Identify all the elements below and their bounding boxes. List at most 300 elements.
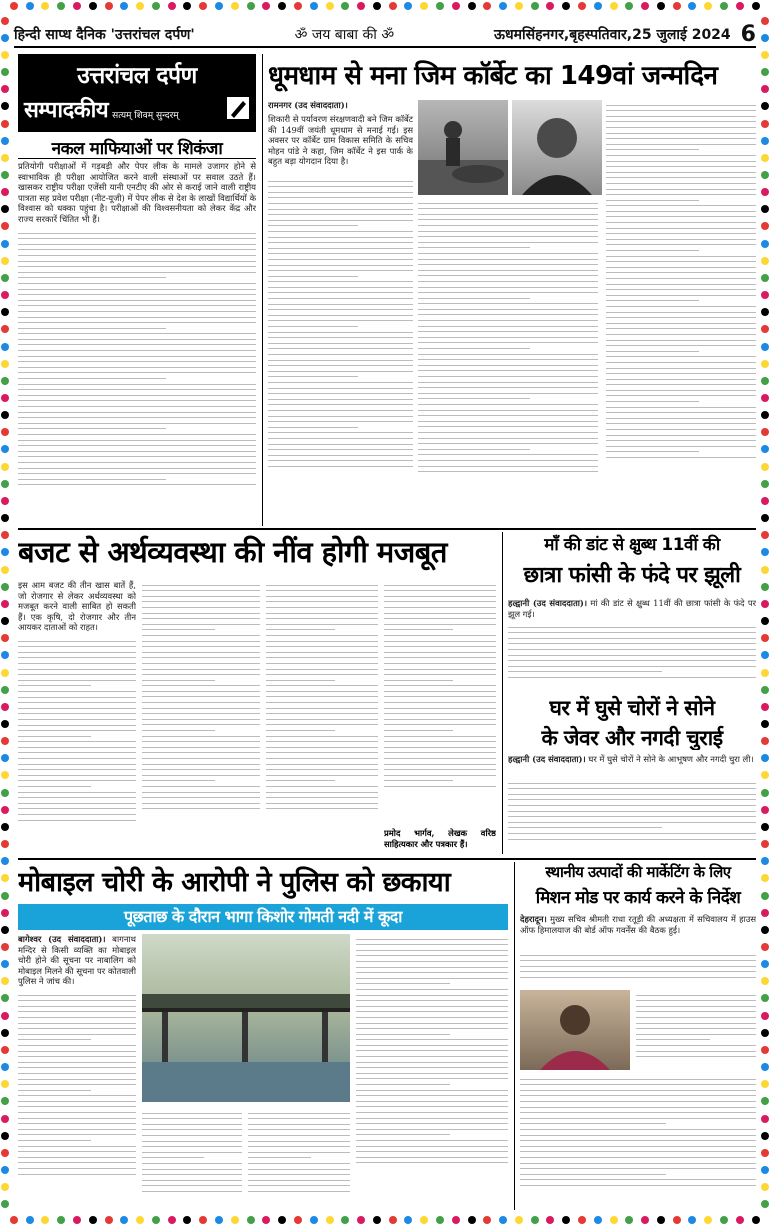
text-line — [248, 1135, 350, 1136]
text-line — [268, 360, 413, 361]
text-line — [606, 435, 756, 436]
text-line — [606, 228, 756, 229]
text-line — [606, 451, 699, 452]
registration-dot-icon — [73, 1216, 81, 1224]
text-line — [418, 398, 530, 399]
registration-dot-icon — [452, 1216, 460, 1224]
registration-dot-icon — [294, 2, 302, 10]
registration-dot-icon — [483, 2, 491, 10]
text-line — [268, 209, 413, 210]
theft-headline-1: घर में घुसे चोरों ने सोने — [549, 696, 715, 720]
text-line — [356, 1050, 508, 1051]
corbett-col2 — [418, 198, 598, 524]
text-line — [418, 387, 598, 388]
registration-dot-icon — [136, 2, 144, 10]
text-line — [18, 451, 256, 452]
registration-dot-icon — [761, 497, 769, 505]
text-line — [18, 1106, 136, 1107]
text-line — [268, 292, 413, 293]
text-line — [508, 811, 756, 812]
registration-dot-icon — [1, 789, 9, 797]
text-line — [142, 803, 260, 804]
text-line — [636, 1051, 756, 1052]
registration-dot-icon — [761, 154, 769, 162]
text-line — [356, 939, 508, 940]
registration-dot-icon — [1, 102, 9, 110]
text-line — [418, 303, 598, 304]
text-line — [142, 601, 260, 602]
text-line — [18, 1034, 136, 1035]
registration-dot-icon — [247, 2, 255, 10]
registration-dot-icon — [736, 2, 744, 10]
text-line — [18, 1146, 136, 1147]
registration-dot-icon — [704, 2, 712, 10]
text-line — [142, 585, 260, 586]
registration-dot-icon — [1, 583, 9, 591]
corbett-headline-box — [268, 56, 754, 96]
registration-dot-icon — [1, 137, 9, 145]
text-line — [248, 1169, 350, 1170]
text-line — [248, 1118, 350, 1119]
text-line — [606, 155, 756, 156]
text-line — [18, 646, 136, 647]
text-line — [384, 607, 496, 608]
mobile-subhead-box — [18, 904, 508, 930]
registration-dot-icon — [761, 102, 769, 110]
text-line — [268, 438, 413, 439]
text-line — [356, 983, 450, 984]
text-line — [384, 590, 496, 591]
text-line — [18, 702, 136, 703]
registration-dot-icon — [761, 789, 769, 797]
text-line — [18, 820, 136, 821]
registration-dot-icon — [1, 874, 9, 882]
text-line — [520, 1163, 756, 1164]
registration-dot-icon — [1, 840, 9, 848]
text-line — [18, 669, 136, 670]
mobile-col1 — [18, 990, 136, 1208]
budget-headline: बजट से अर्थव्यवस्था की नींव होगी मजबूत — [18, 535, 447, 569]
text-line — [268, 309, 413, 310]
text-line — [266, 652, 378, 653]
text-line — [384, 635, 496, 636]
registration-dot-icon — [310, 1216, 318, 1224]
text-line — [606, 239, 756, 240]
registration-dot-icon — [357, 1216, 365, 1224]
text-line — [606, 401, 699, 402]
text-line — [268, 354, 413, 355]
registration-dot-icon — [1, 566, 9, 574]
registration-dot-icon — [1, 1046, 9, 1054]
text-line — [418, 331, 598, 332]
text-line — [606, 362, 756, 363]
text-line — [268, 237, 413, 238]
motto: सत्यम् शिवम् सुन्दरम् — [112, 111, 179, 121]
text-line — [142, 1129, 242, 1130]
registration-dot-icon — [761, 737, 769, 745]
text-line — [266, 613, 378, 614]
registration-dot-icon — [761, 806, 769, 814]
text-line — [18, 300, 256, 301]
text-line — [142, 590, 260, 591]
products-body — [520, 914, 756, 948]
text-line — [418, 292, 598, 293]
corbett-dateline: रामनगर (उद संवाददाता)। — [268, 100, 348, 110]
text-line — [142, 624, 260, 625]
text-line — [606, 256, 756, 257]
registration-dot-icon — [720, 1216, 728, 1224]
text-line — [606, 429, 756, 430]
text-line — [508, 833, 756, 834]
registration-dot-icon — [389, 1216, 397, 1224]
text-line — [18, 1028, 136, 1029]
registration-dot-icon — [168, 2, 176, 10]
text-line — [142, 652, 260, 653]
text-line — [268, 253, 413, 254]
text-line — [268, 214, 413, 215]
text-line — [142, 635, 260, 636]
text-line — [520, 1118, 756, 1119]
registration-dot-icon — [752, 1216, 760, 1224]
text-line — [268, 388, 413, 389]
text-line — [18, 289, 256, 290]
registration-dot-icon — [1, 68, 9, 76]
registration-dot-icon — [1, 394, 9, 402]
text-line — [356, 1151, 508, 1152]
text-line — [142, 747, 260, 748]
registration-dot-icon — [594, 2, 602, 10]
mobile-col4 — [356, 934, 508, 1208]
text-line — [142, 713, 260, 714]
text-line — [356, 1006, 508, 1007]
text-line — [418, 443, 598, 444]
text-line — [606, 457, 756, 458]
text-line — [18, 417, 256, 418]
text-line — [142, 618, 260, 619]
right-color-border — [760, 12, 770, 1214]
registration-dot-icon — [761, 360, 769, 368]
text-line — [418, 449, 530, 450]
registration-dot-icon — [546, 1216, 554, 1224]
registration-dot-icon — [761, 68, 769, 76]
registration-dot-icon — [1, 600, 9, 608]
registration-dot-icon — [1, 411, 9, 419]
text-line — [356, 1011, 508, 1012]
text-line — [248, 1180, 350, 1181]
budget-body: इस आम बजट की तीन खास बातें हैं, जो रोजगार से लेकर अर्थव्यवस्था को मजबूत करने वाली साबित हो सकती हैं। एक कृषि, दो रोजगार और तीन आयकर दाताओं को राहत। — [18, 580, 136, 633]
registration-dot-icon — [761, 1080, 769, 1088]
text-line — [268, 270, 413, 271]
text-line — [248, 1146, 350, 1147]
suicide-body-text: मां की डांट से क्षुब्ध 11वीं की छात्रा फांसी के फंदे पर झूल गई। — [508, 598, 756, 619]
registration-dot-icon — [326, 1216, 334, 1224]
text-line — [248, 1185, 350, 1186]
text-line — [18, 736, 91, 737]
theft-dateline: हल्द्वानी (उद संवाददाता)। — [508, 754, 586, 764]
registration-dot-icon — [761, 1132, 769, 1140]
text-line — [418, 466, 598, 467]
registration-dot-icon — [761, 686, 769, 694]
text-line — [606, 446, 756, 447]
text-line — [268, 287, 413, 288]
registration-dot-icon — [761, 1200, 769, 1208]
text-line — [18, 445, 256, 446]
text-line — [520, 977, 756, 978]
text-line — [142, 808, 260, 809]
registration-dot-icon — [499, 2, 507, 10]
text-line — [268, 393, 413, 394]
text-line — [142, 724, 260, 725]
registration-dot-icon — [761, 480, 769, 488]
text-line — [418, 309, 598, 310]
text-line — [142, 669, 260, 670]
text-line — [18, 1090, 91, 1091]
text-line — [356, 961, 508, 962]
registration-dot-icon — [1, 1080, 9, 1088]
text-line — [142, 1174, 242, 1175]
text-line — [520, 1112, 756, 1113]
registration-dot-icon — [120, 2, 128, 10]
registration-dot-icon — [761, 1029, 769, 1037]
text-line — [508, 649, 756, 650]
text-line — [520, 960, 756, 961]
registration-dot-icon — [761, 1183, 769, 1191]
registration-dot-icon — [761, 291, 769, 299]
text-line — [356, 995, 508, 996]
text-line — [418, 214, 598, 215]
registration-dot-icon — [531, 1216, 539, 1224]
registration-dot-icon — [761, 531, 769, 539]
text-line — [606, 379, 756, 380]
text-line — [356, 1028, 508, 1029]
registration-dot-icon — [1, 857, 9, 865]
text-line — [18, 1045, 136, 1046]
text-line — [418, 460, 598, 461]
text-line — [508, 655, 756, 656]
text-line — [18, 428, 166, 429]
text-line — [356, 1129, 508, 1130]
text-line — [266, 696, 378, 697]
text-line — [268, 337, 413, 338]
registration-dot-icon — [1, 531, 9, 539]
text-line — [18, 406, 256, 407]
registration-dot-icon — [420, 2, 428, 10]
text-line — [18, 440, 256, 441]
text-line — [508, 660, 756, 661]
registration-dot-icon — [168, 1216, 176, 1224]
text-line — [268, 320, 413, 321]
text-line — [384, 652, 496, 653]
text-line — [356, 1162, 508, 1163]
text-line — [18, 674, 136, 675]
text-line — [142, 663, 260, 664]
registration-dot-icon — [1, 1115, 9, 1123]
text-line — [508, 643, 756, 644]
text-line — [268, 466, 413, 467]
registration-dot-icon — [761, 514, 769, 522]
text-line — [18, 1162, 136, 1163]
text-line — [384, 646, 496, 647]
text-line — [142, 741, 260, 742]
text-line — [142, 685, 260, 686]
text-line — [142, 607, 260, 608]
text-line — [18, 344, 256, 345]
text-line — [268, 192, 413, 193]
text-line — [18, 808, 136, 809]
text-line — [606, 323, 756, 324]
corbett-col3 — [606, 100, 756, 524]
text-line — [384, 713, 496, 714]
registration-dot-icon — [1, 1097, 9, 1105]
text-line — [384, 657, 496, 658]
registration-dot-icon — [641, 2, 649, 10]
text-line — [266, 803, 378, 804]
suicide-body-continued — [508, 622, 756, 686]
text-line — [356, 1039, 508, 1040]
text-line — [520, 1095, 756, 1096]
registration-dot-icon — [1, 1149, 9, 1157]
text-line — [268, 432, 413, 433]
registration-dot-icon — [483, 1216, 491, 1224]
text-line — [520, 1179, 756, 1180]
text-line — [418, 376, 598, 377]
text-line — [606, 144, 756, 145]
text-line — [266, 724, 378, 725]
registration-dot-icon — [1, 754, 9, 762]
river-bridge-photo — [142, 934, 350, 1102]
registration-dot-icon — [1, 377, 9, 385]
registration-dot-icon — [468, 1216, 476, 1224]
text-line — [18, 641, 136, 642]
text-line — [18, 1039, 91, 1040]
text-line — [18, 317, 256, 318]
text-line — [606, 261, 756, 262]
mobile-body-text: बागनाथ मन्दिर से किसी व्यक्ति का मोबाइल चोरी होने की सूचना पर नाबालिग को मोबाइल मिलने की सूचना पर कोतवाली पुलिस ने जांच की। — [18, 934, 136, 987]
text-line — [418, 287, 598, 288]
registration-dot-icon — [761, 394, 769, 402]
text-line — [266, 607, 378, 608]
text-line — [18, 456, 256, 457]
text-line — [18, 1084, 136, 1085]
registration-dot-icon — [761, 754, 769, 762]
text-line — [356, 1095, 508, 1096]
registration-dot-icon — [562, 2, 570, 10]
text-line — [356, 1045, 508, 1046]
text-line — [606, 138, 756, 139]
text-line — [356, 1157, 508, 1158]
text-line — [520, 1079, 756, 1080]
text-line — [356, 978, 508, 979]
registration-dot-icon — [761, 771, 769, 779]
corbett-col1 — [268, 176, 413, 524]
text-line — [18, 725, 136, 726]
registration-dot-icon — [1, 960, 9, 968]
text-line — [248, 1191, 350, 1192]
text-line — [268, 343, 413, 344]
text-line — [520, 1168, 756, 1169]
text-line — [18, 266, 256, 267]
text-line — [418, 438, 598, 439]
mobile-headline-box — [18, 862, 508, 902]
registration-dot-icon — [1, 257, 9, 265]
registration-dot-icon — [105, 2, 113, 10]
suicide-dateline: हल्द्वानी (उद संवाददाता)। — [508, 598, 588, 608]
text-line — [266, 758, 378, 759]
text-line — [606, 250, 699, 251]
text-line — [266, 685, 378, 686]
text-line — [636, 1006, 756, 1007]
editorial-body: प्रतियोगी परीक्षाओं में गड़बड़ी और पेपर लीक के मामले उजागर होने से स्वाभाविक ही परीक्षा आयोजित करने वाली संस्थाओं पर सवाल उठते हैं। खासकर राष्ट्रीय परीक्षा एजेंसी यानी एनटीए की ओर से कराई जाने वाली राष्ट्रीय पात्रता सह प्रवेश परीक्षा (नीट-यूजी) में पेपर लीक से देश के लाखों विद्यार्थियों के विश्वास को धक्का पहुंचा है। परीक्षाओं की विश्वसनीयता को लेकर केंद्र और राज्य सरकारें चिंतित भी हैं। — [18, 161, 256, 224]
registration-dot-icon — [562, 1216, 570, 1224]
registration-dot-icon — [1, 274, 9, 282]
text-line — [356, 1073, 508, 1074]
text-line — [606, 334, 756, 335]
text-line — [606, 390, 756, 391]
text-line — [142, 1185, 242, 1186]
text-line — [266, 590, 378, 591]
text-line — [268, 421, 413, 422]
text-line — [142, 596, 260, 597]
registration-dot-icon — [761, 240, 769, 248]
budget-col2 — [142, 580, 260, 854]
text-line — [18, 1056, 136, 1057]
text-line — [418, 298, 530, 299]
registration-dot-icon — [341, 2, 349, 10]
text-line — [356, 1084, 450, 1085]
text-line — [508, 783, 756, 784]
registration-dot-icon — [578, 2, 586, 10]
products-body-text: मुख्य सचिव श्रीमती राधा रतूड़ी की अध्यक्षता में सचिवालय में हाउस ऑफ हिमालयाज की बोर्ड ऑफ गवर्नेंस की बैठक हुई। — [520, 914, 756, 935]
text-line — [18, 814, 136, 815]
registration-dot-icon — [1, 720, 9, 728]
text-line — [508, 799, 756, 800]
registration-dot-icon — [761, 377, 769, 385]
registration-dot-icon — [720, 2, 728, 10]
registration-dot-icon — [183, 2, 191, 10]
text-line — [18, 1000, 136, 1001]
text-line — [418, 410, 598, 411]
text-line — [384, 702, 496, 703]
registration-dot-icon — [1, 1200, 9, 1208]
registration-dot-icon — [152, 2, 160, 10]
registration-dot-icon — [1, 1132, 9, 1140]
text-line — [268, 220, 413, 221]
text-line — [266, 719, 378, 720]
registration-dot-icon — [761, 51, 769, 59]
text-line — [606, 116, 756, 117]
text-line — [142, 769, 260, 770]
paper-title: हिन्दी साप्ध दैनिक 'उत्तरांचल दर्पण' — [14, 26, 195, 43]
text-line — [606, 233, 756, 234]
text-line — [418, 225, 598, 226]
registration-dot-icon — [761, 411, 769, 419]
text-line — [18, 244, 256, 245]
text-line — [384, 764, 496, 765]
text-line — [508, 638, 756, 639]
registration-dot-icon — [1, 651, 9, 659]
registration-dot-icon — [1, 51, 9, 59]
suicide-headline-1: माँ की डांट से क्षुब्ध 11वीं की — [544, 535, 720, 555]
text-line — [606, 395, 756, 396]
registration-dot-icon — [1, 1012, 9, 1020]
text-line — [18, 719, 136, 720]
registration-dot-icon — [247, 1216, 255, 1224]
text-line — [18, 792, 136, 793]
text-line — [606, 278, 756, 279]
top-color-border — [0, 0, 770, 12]
registration-dot-icon — [761, 308, 769, 316]
budget-byline: प्रमोद भार्गव, लेखक वरिष्ठ साहित्यकार और पत्रकार हैं। — [384, 828, 496, 849]
